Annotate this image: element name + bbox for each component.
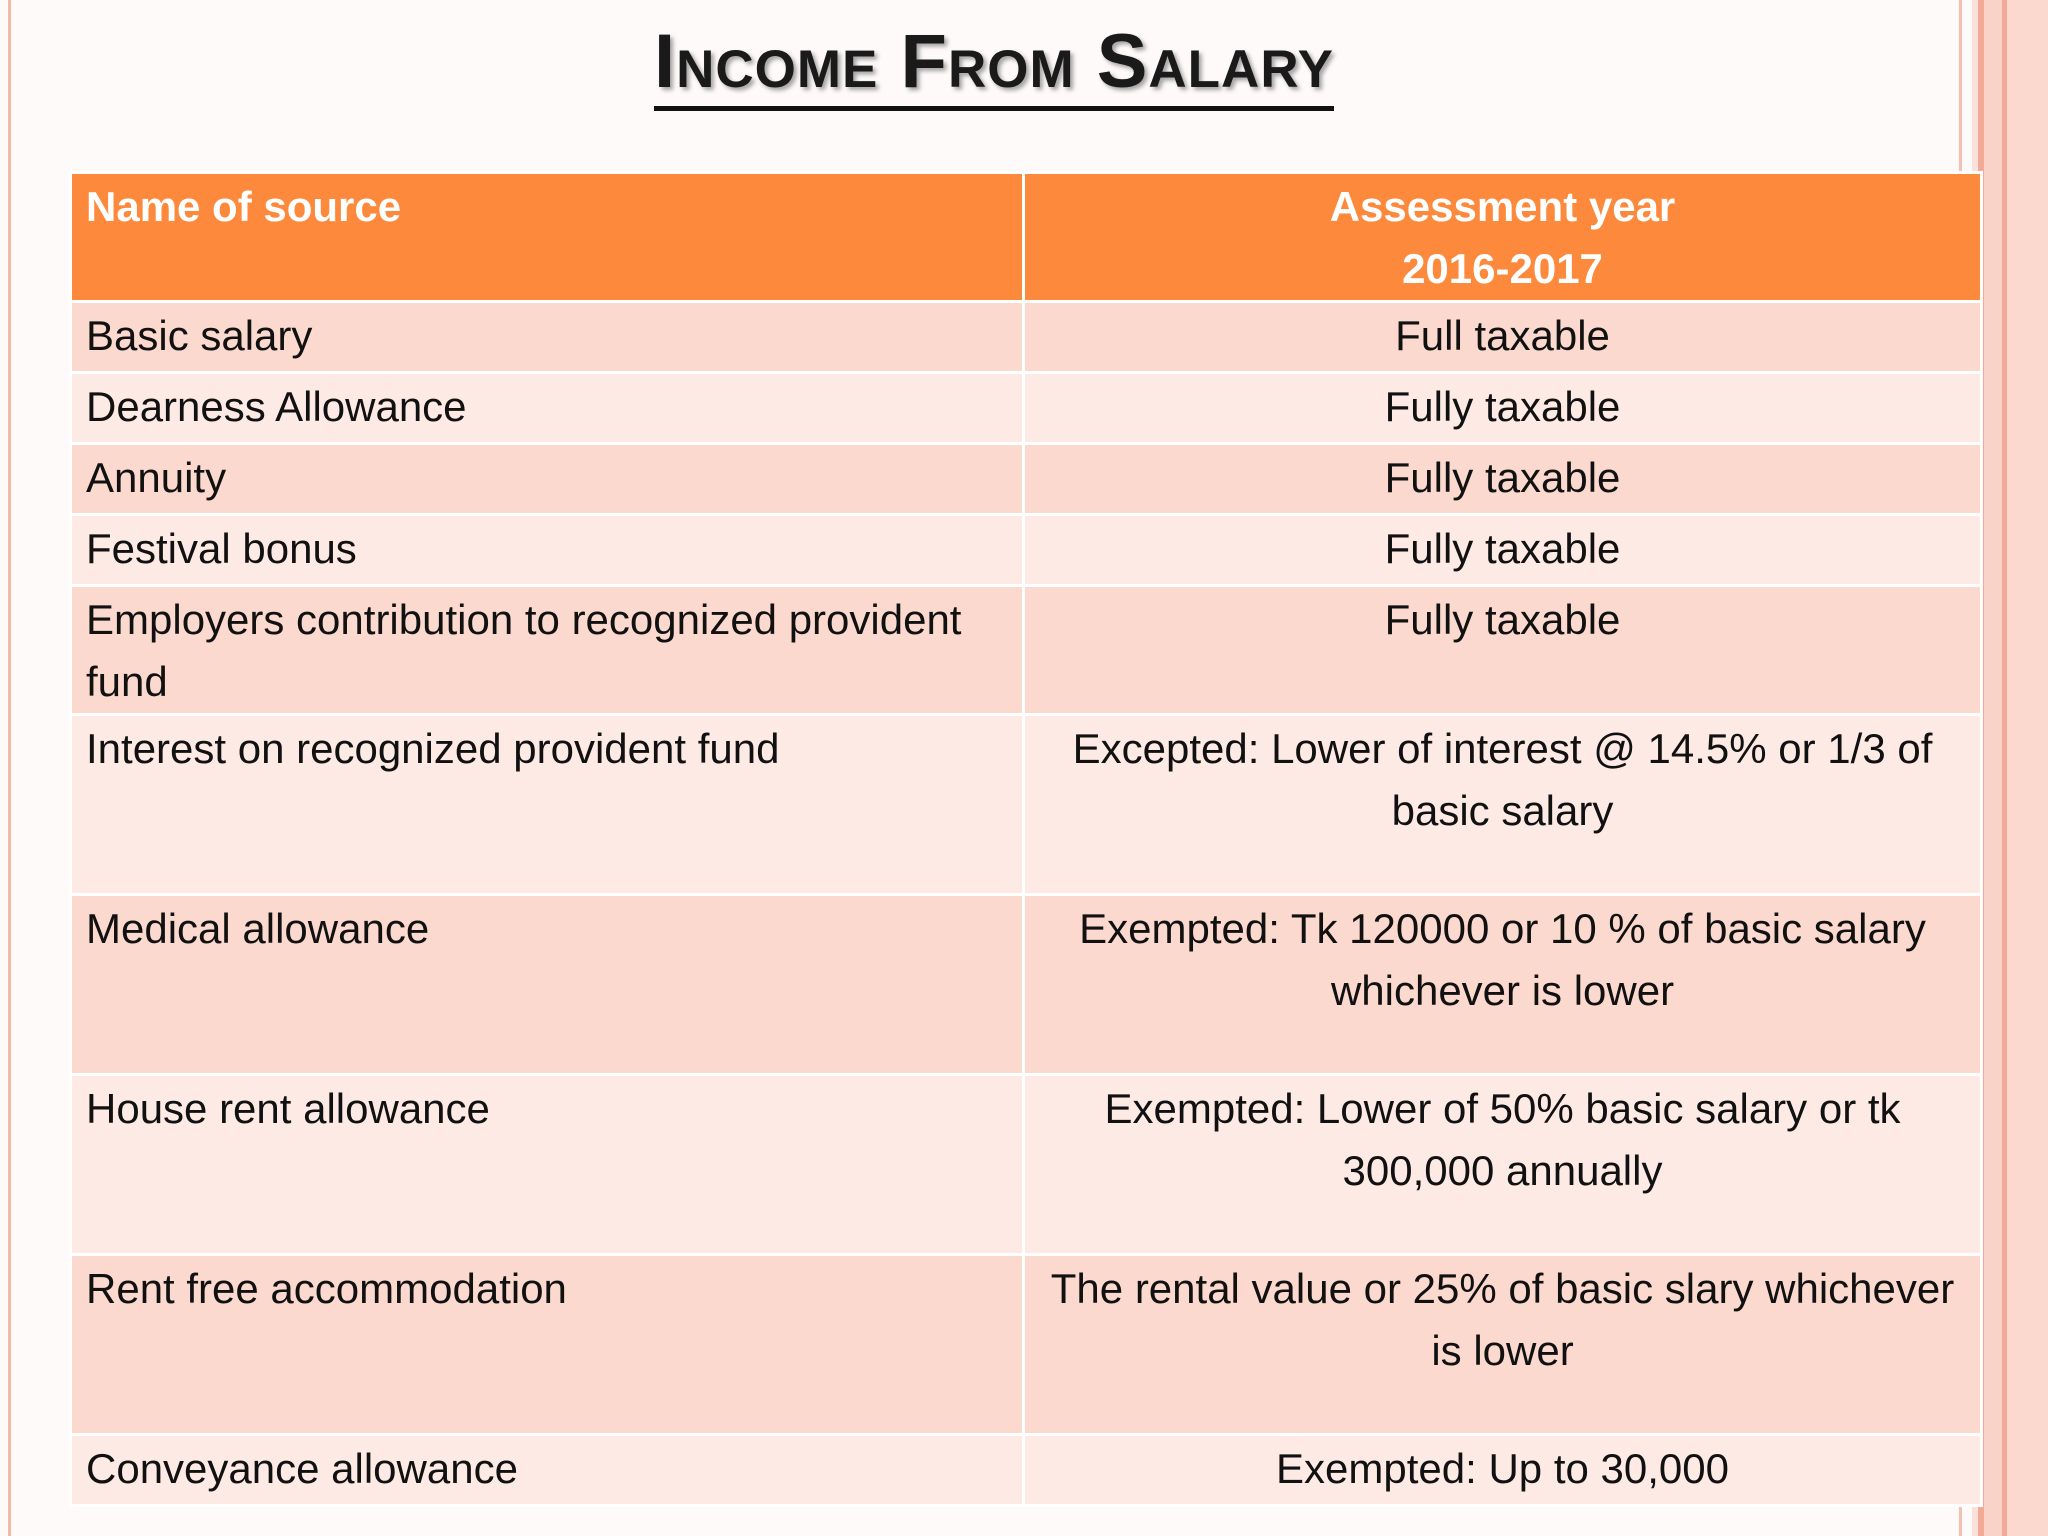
row-tax-treatment: Full taxable [1024,302,1982,373]
row-tax-treatment: The rental value or 25% of basic slary whichever is lower [1024,1255,1982,1435]
table-row [71,895,1982,1075]
table-row [71,1255,1982,1435]
row-tax-treatment: Fully taxable [1024,515,1982,586]
row-source: Annuity [71,444,1024,515]
row-tax-treatment: Exempted: Tk 120000 or 10 % of basic salary whichever is lower [1024,895,1982,1075]
table-row [71,586,1982,715]
salary-income-table [69,171,1983,1507]
row-tax-treatment: Fully taxable [1024,586,1982,715]
row-source: House rent allowance [71,1075,1024,1255]
row-source: Festival bonus [71,515,1024,586]
header-assessment-year-range: 2016-2017 [1402,245,1603,292]
row-source: Interest on recognized provident fund [71,715,1024,895]
table-header-row [71,173,1982,302]
row-source: Rent free accommodation [71,1255,1024,1435]
table-row [71,373,1982,444]
row-tax-treatment: Exempted: Up to 30,000 [1024,1435,1982,1506]
table-row [71,715,1982,895]
table-row [71,302,1982,373]
table-row [71,444,1982,515]
header-name-of-source: Name of source [71,173,1024,302]
table-row [71,1075,1982,1255]
table-row [71,515,1982,586]
row-tax-treatment: Fully taxable [1024,444,1982,515]
row-tax-treatment: Fully taxable [1024,373,1982,444]
row-source: Dearness Allowance [71,373,1024,444]
right-frame-band [1972,0,2048,1536]
table-row [71,1435,1982,1506]
header-assessment-year-label: Assessment year [1329,183,1676,230]
header-assessment-year [1024,173,1982,302]
left-frame-rule [8,0,11,1536]
row-tax-treatment: Excepted: Lower of interest @ 14.5% or 1/3 of basic salary [1024,715,1982,895]
row-tax-treatment: Exempted: Lower of 50% basic salary or tk 300,000 annually [1024,1075,1982,1255]
row-source: Conveyance allowance [71,1435,1024,1506]
row-source: Basic salary [71,302,1024,373]
slide-title: Income From Salary [0,18,1988,105]
row-source: Medical allowance [71,895,1024,1075]
row-source: Employers contribution to recognized provident fund [71,586,1024,715]
